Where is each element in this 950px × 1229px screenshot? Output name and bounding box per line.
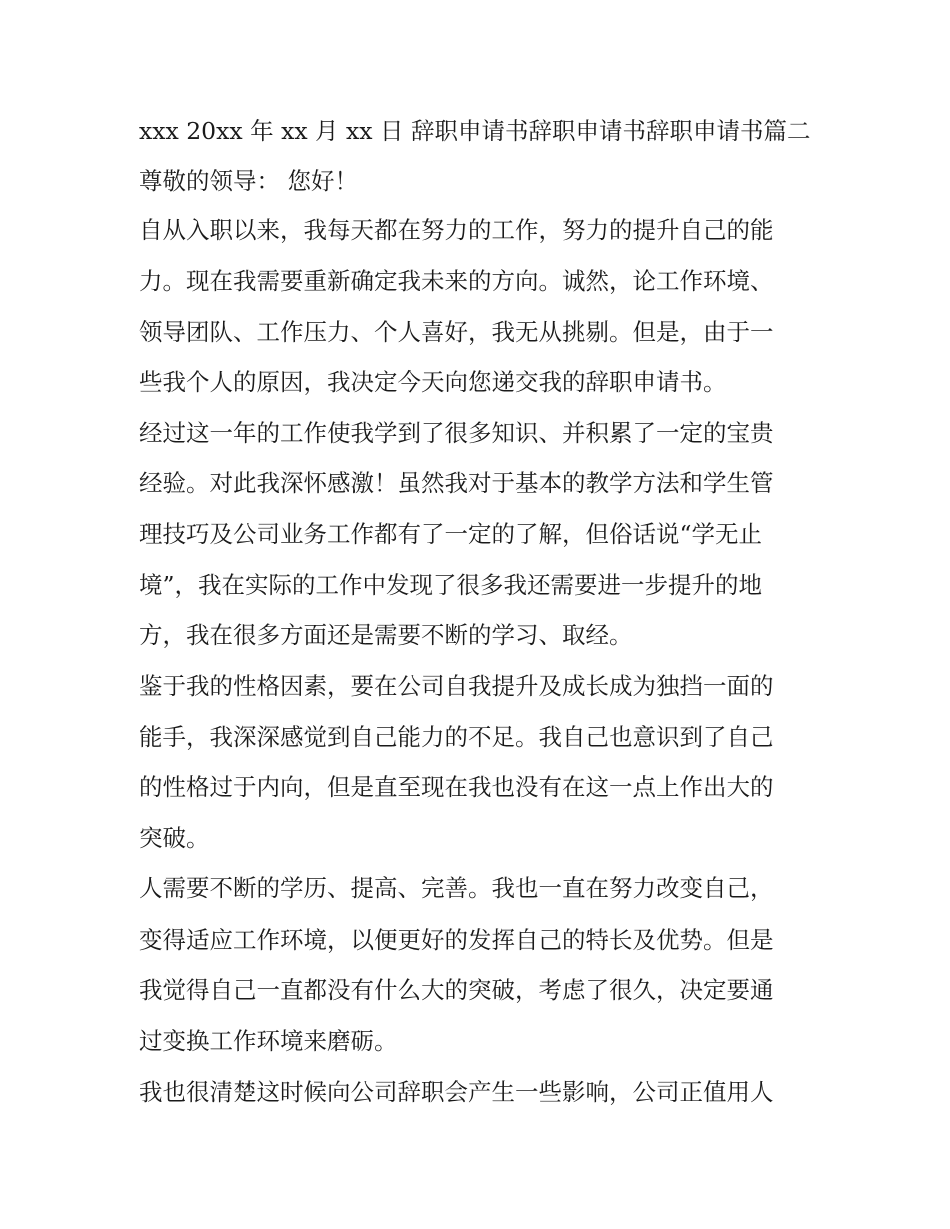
text-line: 力。现在我需要重新确定我未来的方向。诚然，论工作环境、 <box>139 267 774 295</box>
text-line: 尊敬的领导： 您好！ <box>139 167 358 195</box>
text-line: 人需要不断的学历、提高、完善。我也一直在努力改变自己， <box>139 874 774 902</box>
text-line: 变得适应工作环境，以便更好的发挥自己的特长及优势。但是 <box>139 926 774 954</box>
text-line: 理技巧及公司业务工作都有了一定的了解，但俗话说“学无止 <box>139 520 763 548</box>
text-line: 的性格过于内向，但是直至现在我也没有在这一点上作出大的 <box>139 773 774 801</box>
text-line: 自从入职以来，我每天都在努力的工作，努力的提升自己的能 <box>139 216 774 244</box>
text-line: 些我个人的原因，我决定今天向您递交我的辞职申请书。 <box>139 368 727 396</box>
text-line: 我也很清楚这时候向公司辞职会产生一些影响，公司正值用人 <box>139 1078 774 1106</box>
text-line: xxx 20xx 年 xx 月 xx 日 辞职申请书辞职申请书辞职申请书篇二 <box>139 117 811 145</box>
text-line: 过变换工作环境来磨砺。 <box>139 1027 398 1055</box>
text-line: 领导团队、工作压力、个人喜好，我无从挑剔。但是，由于一 <box>139 318 774 346</box>
text-line: 方，我在很多方面还是需要不断的学习、取经。 <box>139 621 633 649</box>
text-line: 鉴于我的性格因素，要在公司自我提升及成长成为独挡一面的 <box>139 672 774 700</box>
text-line: 突破。 <box>139 824 210 852</box>
text-line: 境”，我在实际的工作中发现了很多我还需要进一步提升的地 <box>139 571 763 599</box>
text-line: 我觉得自己一直都没有什么大的突破，考虑了很久，决定要通 <box>139 976 774 1004</box>
text-line: 经验。对此我深怀感激！虽然我对于基本的教学方法和学生管 <box>139 469 774 497</box>
text-line: 能手，我深深感觉到自己能力的不足。我自己也意识到了自己 <box>139 723 774 751</box>
text-line: 经过这一年的工作使我学到了很多知识、并积累了一定的宝贵 <box>139 419 774 447</box>
